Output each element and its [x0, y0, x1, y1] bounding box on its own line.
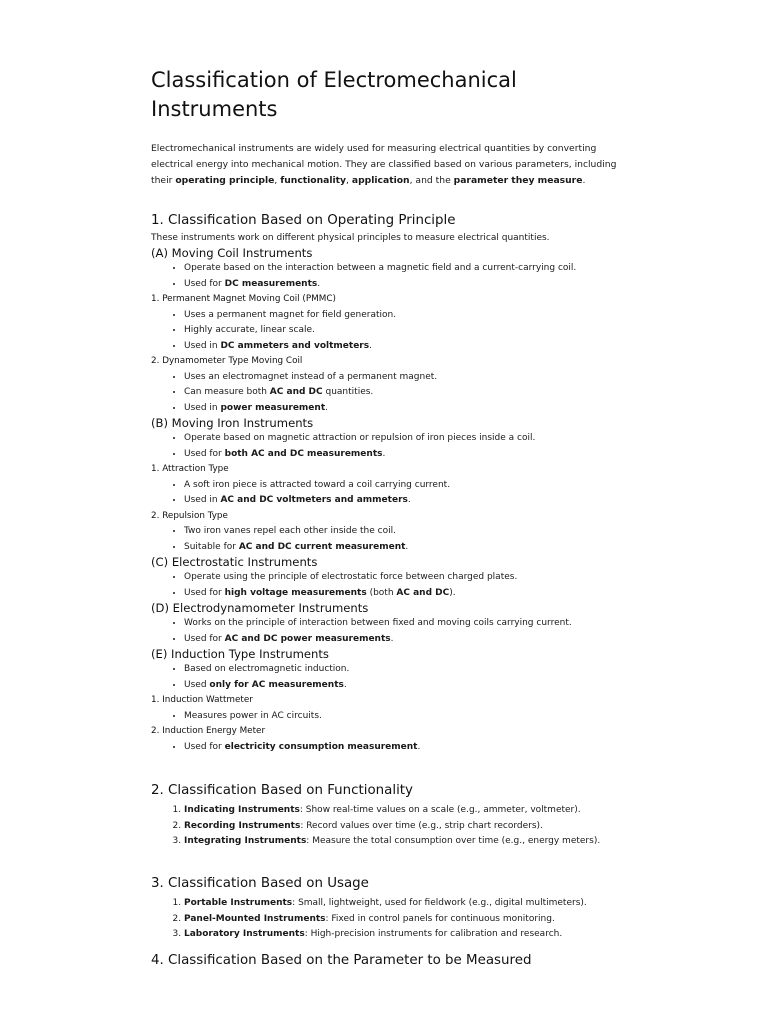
intro-text: , [346, 175, 352, 186]
list-item: 1. Indicating Instruments: Show real-time values on a scale (e.g., ammeter, voltmeter). [184, 803, 621, 819]
intro-text: , [274, 175, 281, 186]
section-heading: 2. Classification Based on Functionality [151, 783, 413, 798]
list-item: 3. Laboratory Instruments: High-precision instruments for calibration and research. [184, 927, 621, 943]
list-item: • Used in power measurement. [184, 401, 621, 417]
intro-text: . [582, 175, 586, 186]
bullet-list [151, 524, 621, 555]
bullet-list [151, 431, 621, 462]
section-functionality [151, 782, 621, 850]
list-item: • Measures power in AC circuits. [184, 709, 621, 725]
list-item: • Two iron vanes repel each other inside the coil. [184, 524, 621, 540]
bullet-list [151, 616, 621, 647]
section-lead: These instruments work on different physical principles to measure electrical quantities. [151, 233, 550, 243]
list-item: • Used for both AC and DC measurements. [184, 447, 621, 463]
bullet-list [151, 478, 621, 509]
intro-bold: functionality [280, 175, 347, 186]
subsection-heading: (B) Moving Iron Instruments [151, 416, 314, 430]
list-item: • Used for DC measurements. [184, 277, 621, 293]
list-item: • Operate based on magnetic attraction or repulsion of iron pieces inside a coil. [184, 431, 621, 447]
page-title: Classification of Electromechanical Instruments [151, 68, 517, 121]
subsection-heading: (E) Induction Type Instruments [151, 647, 329, 661]
list-item: • Suitable for AC and DC current measurement. [184, 540, 621, 556]
list-item: • Operate using the principle of electrostatic force between charged plates. [184, 570, 621, 586]
sub-subsection-heading: 2. Induction Energy Meter [151, 726, 266, 736]
section-heading: 3. Classification Based on Usage [151, 876, 369, 891]
list-item: • Used for AC and DC power measurements. [184, 632, 621, 648]
bullet-list [151, 308, 621, 355]
list-item: 1. Portable Instruments: Small, lightweight, used for fieldwork (e.g., digital multimeters). [184, 896, 621, 912]
subsection-heading: (C) Electrostatic Instruments [151, 555, 318, 569]
sub-subsection-heading: 1. Permanent Magnet Moving Coil (PMMC) [151, 294, 336, 304]
section-usage [151, 875, 621, 943]
bullet-list [151, 740, 621, 756]
sub-subsection-heading: 1. Attraction Type [151, 464, 229, 474]
numbered-list [151, 803, 621, 850]
sub-subsection-heading: 1. Induction Wattmeter [151, 695, 253, 705]
list-item: • Used for electricity consumption measurement. [184, 740, 621, 756]
bullet-list [151, 370, 621, 417]
section-operating-principle [151, 212, 621, 755]
bullet-list [151, 570, 621, 601]
section-parameter [151, 952, 621, 970]
list-item: • Used for high voltage measurements (both AC and DC). [184, 586, 621, 602]
list-item: • Works on the principle of interaction between fixed and moving coils carrying current. [184, 616, 621, 632]
bullet-list [151, 662, 621, 693]
list-item: • Can measure both AC and DC quantities. [184, 385, 621, 401]
intro-bold: operating principle [175, 175, 275, 186]
sub-subsection-heading: 2. Repulsion Type [151, 510, 228, 521]
intro-paragraph [151, 141, 621, 189]
list-item: • Used in AC and DC voltmeters and ammeters. [184, 493, 621, 509]
intro-text: , and the [409, 175, 454, 186]
list-item: 3. Integrating Instruments: Measure the total consumption over time (e.g., energy meters). [184, 834, 621, 850]
list-item: • Uses an electromagnet instead of a permanent magnet. [184, 370, 621, 386]
list-item: • Used only for AC measurements. [184, 678, 621, 694]
list-item: • A soft iron piece is attracted toward a coil carrying current. [184, 478, 621, 494]
list-item: • Uses a permanent magnet for field generation. [184, 308, 621, 324]
intro-bold: application [351, 175, 410, 186]
intro-bold: parameter they measure [453, 175, 583, 186]
numbered-list [151, 896, 621, 943]
list-item: • Operate based on the interaction between a magnetic field and a current-carrying coil. [184, 261, 621, 277]
intro-text: Electromechanical instruments are widely used for measuring electrical quantities by converting electrical energy into mechanical motion. They are classified based on various parameters, including their [151, 143, 617, 186]
bullet-list [151, 709, 621, 725]
subsection-heading: (A) Moving Coil Instruments [151, 246, 313, 260]
bullet-list [151, 261, 621, 292]
list-item: • Based on electromagnetic induction. [184, 662, 621, 678]
list-item: • Highly accurate, linear scale. [184, 323, 621, 339]
subsection-heading: (D) Electrodynamometer Instruments [151, 601, 369, 615]
section-heading: 1. Classification Based on Operating Principle [151, 213, 456, 228]
sub-subsection-heading: 2. Dynamometer Type Moving Coil [151, 356, 303, 366]
section-heading: 4. Classification Based on the Parameter to be Measured [151, 953, 532, 968]
list-item: • Used in DC ammeters and voltmeters. [184, 339, 621, 355]
list-item: 2. Recording Instruments: Record values over time (e.g., strip chart recorders). [184, 819, 621, 835]
list-item: 2. Panel-Mounted Instruments: Fixed in control panels for continuous monitoring. [184, 912, 621, 928]
